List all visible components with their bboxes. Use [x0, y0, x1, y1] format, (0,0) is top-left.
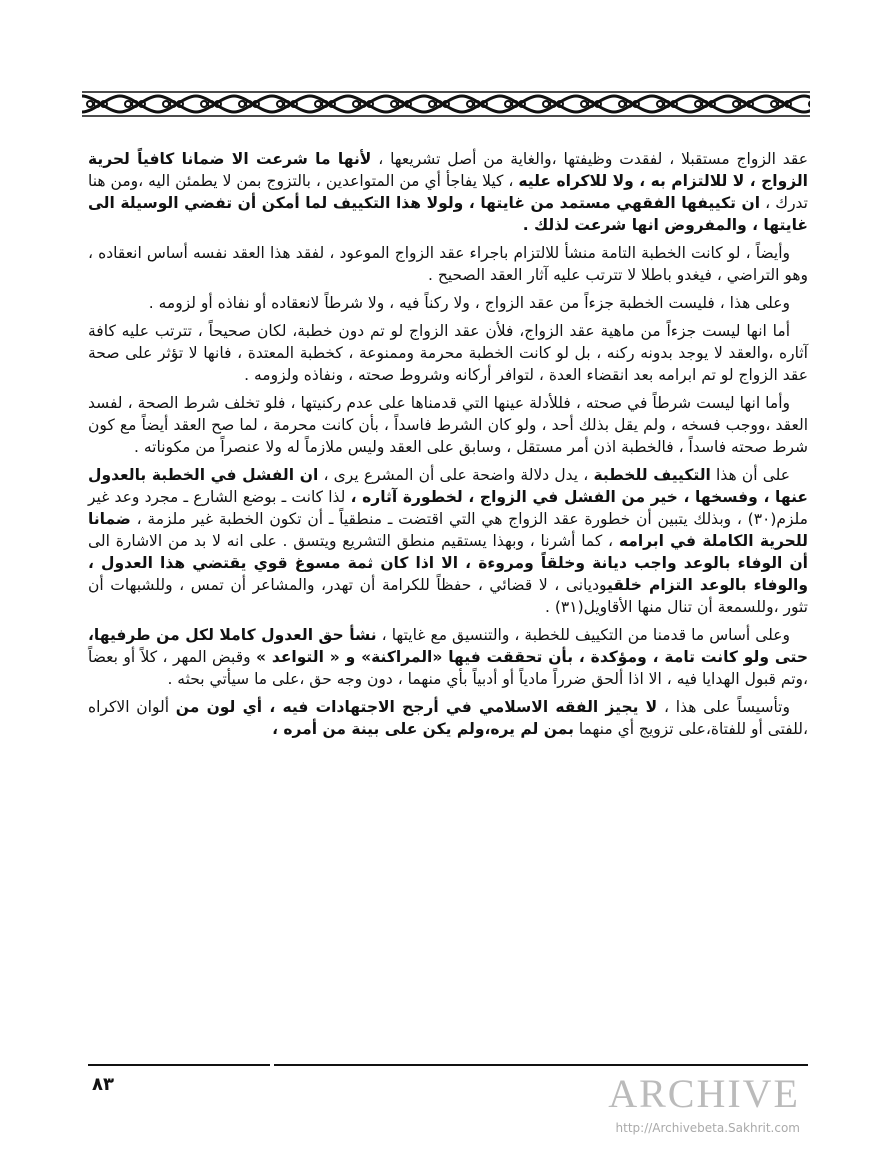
header-ornament-border — [82, 88, 810, 120]
text-segment: وقبض المهر ، كلاً أو بعضاً ،وتم قبول الهدايا فيه ، الا اذا ألحق ضرراً مادياً أو أدبياً بأي منهما ، دون وجه حق ،على ما سيأتي بحثه . — [88, 648, 808, 688]
bold-text-segment: لا يجيز الفقه الاسلامي في أرجح الاجتهادات فيه ، أي لون من — [175, 698, 658, 716]
paragraph — [88, 392, 808, 458]
text-segment: عقد الزواج مستقبلا ، لفقدت وظيفتها ،والغاية من أصل تشريعها ، — [371, 150, 808, 168]
text-segment: وعلى أساس ما قدمنا من التكييف للخطبة ، والتنسيق مع غايتها ، — [376, 626, 790, 644]
bold-text-segment: ان تكييفها الفقهي مستمد من غايتها ، ولولا هذا التكييف لما أمكن أن تفضي الوسيلة الى غايتها ، والمفروض انها شرعت لذلك . — [88, 194, 808, 234]
bold-text-segment: بمن لم يره،ولم يكن على بينة من أمره ، — [272, 720, 574, 738]
text-segment: أما انها ليست جزءاً من ماهية عقد الزواج، فلأن عقد الزواج لو تم دون خطبة، لكان صحيحاً ، تترتب عليه كافة آثاره ،والعقد لا يوجد بدونه ركنه ، بل لو كانت الخطبة محرمة وممنوعة ، كخطبة المعتدة ، فانها لا تؤثر على صحة عقد الزواج لو تم ابرامه بعد انقضاء العدة ، لتوافر أركانه وشروط صحته ، ونفاذه ولزومه . — [88, 322, 808, 384]
text-segment: وعلى هذا ، فليست الخطبة جزءاً من عقد الزواج ، ولا ركناً فيه ، ولا شرطاً لانعقاده أو نفاذه أو لزومه . — [148, 294, 790, 312]
paragraph — [88, 464, 808, 618]
text-segment: على أن هذا — [710, 466, 790, 484]
archive-watermark-url: http://Archivebeta.Sakhrit.com — [615, 1121, 800, 1135]
text-segment: ، كما أشرنا ، وبهذا يستقيم منطق التشريع ويتسق . على انه لا بد من الاشارة الى — [88, 532, 619, 550]
paragraph — [88, 696, 808, 740]
footer-rule-right — [274, 1064, 808, 1066]
bold-text-segment: ضمانا للحرية الكاملة في ابرامه — [88, 510, 808, 550]
page-body-text — [88, 148, 808, 746]
archive-watermark-text: ARCHIVE — [608, 1071, 800, 1116]
paragraph — [88, 624, 808, 690]
text-segment: وأيضاً ، لو كانت الخطبة التامة منشأ للالتزام باجراء عقد الزواج الموعود ، لفقد هذا العقد نفسه أساس انعقاده ، وهو التراضي ، فيغدو باطلا لا تترتب عليه آثار العقد الصحيح . — [88, 244, 808, 284]
bold-text-segment: ان الفشل في الخطبة بالعدول عنها ، وفسخها ، خير من الفشل في الزواج ، لخطورة آثاره ، — [88, 466, 808, 506]
text-segment: وأما انها ليست شرطاً في صحته ، فللأدلة عينها التي قدمناها على عدم ركنيتها ، فلو تخلف شرط الصحة ، لفسد العقد ،ووجب فسخه ، ولم يقل بذلك أحد ، ولو كان الشرط فاسداً ، بأن كانت محرمة ، لما صح العقد أيضاً مع كون شرط صحته فاسداً ، فالخطبة اذن أمر مستقل ، وسابق على العقد وليس ملازماً له ولا عنصراً من مكوناته . — [88, 394, 808, 456]
text-segment: ، يدل دلالة واضحة على أن المشرع يرى ، — [318, 466, 594, 484]
text-segment: لذا كانت ـ بوضع الشارع ـ مجرد وعد غير ملزم(٣٠) ، وبذلك يتبين أن خطورة عقد الزواج هي التي اقتضت ـ منطقياً ـ أن تكون الخطبة غير ملزمة ، — [88, 488, 808, 528]
text-segment: ألوان الاكراه ،للفتى أو للفتاة،على تزويج أي منهما — [88, 698, 808, 738]
footer-rule-left — [88, 1064, 270, 1066]
paragraph — [88, 320, 808, 386]
bold-text-segment: التكييف للخطبة — [593, 466, 711, 484]
paragraph — [88, 148, 808, 236]
bold-text-segment: نشأ حق العدول كاملا لكل من طرفيها، حتى ولو كانت تامة ، ومؤكدة ، بأن تحققت فيها «المراكنة» و « التواعد » — [88, 626, 808, 666]
text-segment: ، كيلا يفاجأ أي من المتواعدين ، بالتزوج بمن لا يطمئن اليه ،ومن هنا تدرك ، — [88, 172, 808, 212]
text-segment: وديانى ، لا قضائي ، حفظاً للكرامة أن تهدر، والمشاعر أن تمس ، وللشبهات أن تثور ،وللسمعة أن تنال منها الأقاويل(٣١) . — [88, 576, 808, 616]
bold-text-segment: لأنها ما شرعت الا ضمانا كافياً لحرية الزواج ، لا للالتزام به ، ولا للاكراه عليه — [88, 150, 808, 190]
paragraph — [88, 242, 808, 286]
bold-text-segment: أن الوفاء بالوعد واجب ديانة وخلقاً ومروءة ، الا اذا كان ثمة مسوغ قوي يقتضي هذا العدول ، والوفاء بالوعد التزام خلقي — [88, 554, 808, 594]
paragraph — [88, 292, 808, 314]
text-segment: وتأسيساً على هذا ، — [657, 698, 790, 716]
page-number: ٨٣ — [92, 1074, 114, 1095]
